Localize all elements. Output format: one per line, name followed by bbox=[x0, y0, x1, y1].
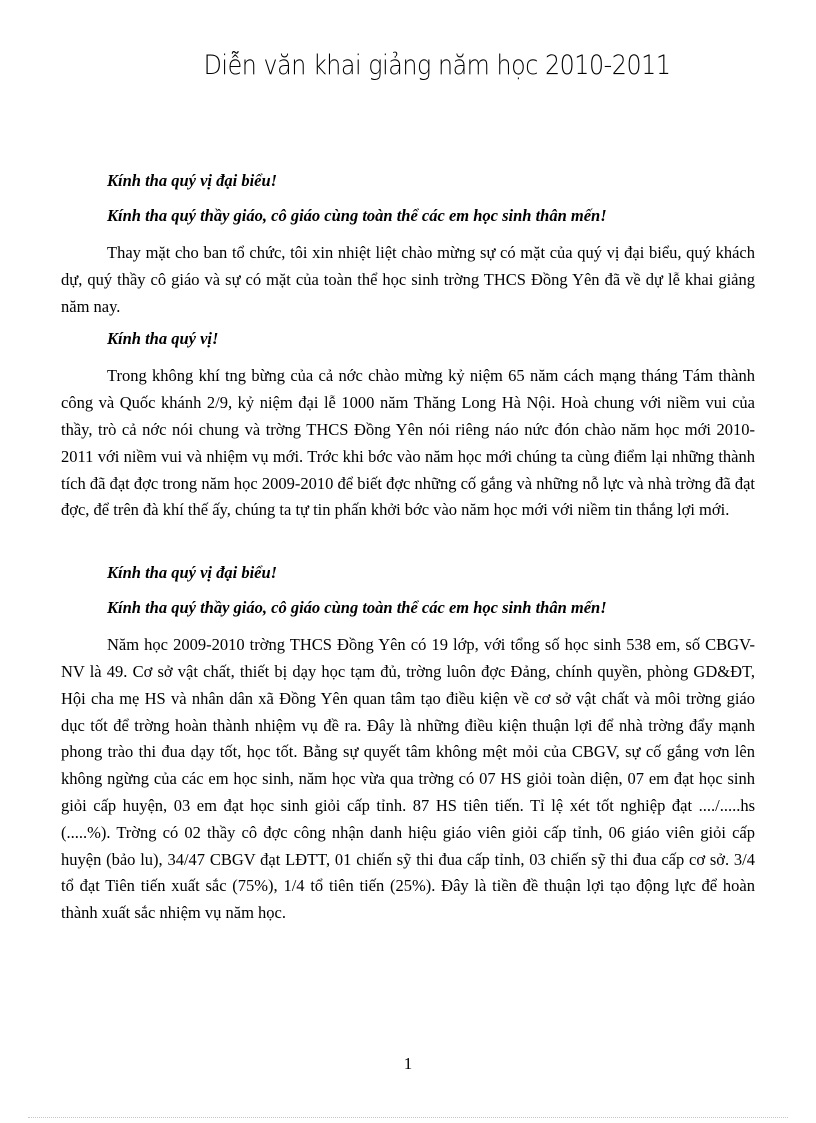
greeting-delegates-2: Kính tha quý vị đại biểu! bbox=[107, 563, 278, 583]
greeting-delegates: Kính tha quý vị đại biểu! bbox=[107, 171, 278, 190]
greeting-teachers-students: Kính tha quý thầy giáo, cô giáo cùng toàn thể các em học sinh thân mến! bbox=[107, 206, 607, 225]
greeting-guests: Kính tha quý vị! bbox=[107, 329, 219, 349]
document-body bbox=[61, 170, 755, 935]
paragraph-achievements: Năm học 2009-2010 trờng THCS Đồng Yên có 19 lớp, với tổng số học sinh 538 em, số CBGV-NV là 49. Cơ sở vật chất, thiết bị dạy học tạm đủ, trờng luôn đợc Đảng, chính quyền, phòng GD&ĐT, Hội cha mẹ HS và nhân dân xã Đồng Yên quan tâm tạo điều kiện về cơ sở vật chất và môi trờng giáo dục tốt để trờng hoàn thành nhiệm vụ đề ra. Đây là những điều kiện thuận lợi để nhà trờng đẩy mạnh phong trào thi đua dạy tốt, học tốt. Bằng sự quyết tâm không mệt mỏi của CBGV, sự cố gắng vơn lên không ngừng của các em học sinh, năm học vừa qua trờng có 07 HS giỏi toàn diện, 07 em đạt học sinh giỏi cấp huyện, 03 em đạt học sinh giỏi cấp tỉnh. 87 HS tiên tiến. Tỉ lệ xét tốt nghiệp đạt ..../.....hs (.....%). Trờng có 02 thầy cô đợc công nhận danh hiệu giáo viên giỏi cấp tỉnh, 06 giáo viên giỏi cấp huyện (bảo lu), 34/47 CBGV đạt LĐTT, 01 chiến sỹ thi đua cấp tỉnh, 03 chiến sỹ thi đua cấp cơ sở. 3/4 tổ đạt Tiên tiến xuất sắc (75%), 1/4 tổ tiên tiến (25%). Đây là tiền đề thuận lợi tạo động lực để hoàn thành xuất sắc nhiệm vụ năm học. bbox=[61, 635, 755, 923]
footer-divider bbox=[28, 1117, 788, 1118]
paragraph-welcome: Thay mặt cho ban tổ chức, tôi xin nhiệt liệt chào mừng sự có mặt của quý vị đại biểu, quý khách dự, quý thầy cô giáo và sự có mặt của toàn thể học sinh trờng THCS Đồng Yên đã về dự lễ khai giảng năm nay. bbox=[61, 243, 755, 316]
greeting-teachers-students-2: Kính tha quý thầy giáo, cô giáo cùng toàn thể các em học sinh thân mến! bbox=[107, 598, 607, 618]
section-gap bbox=[61, 532, 755, 562]
document-title: Diễn văn khai giảng năm học 2010-2011 bbox=[203, 50, 671, 81]
page-number: 1 bbox=[403, 1054, 413, 1073]
paragraph-atmosphere: Trong không khí tng bừng của cả nớc chào mừng kỷ niệm 65 năm cách mạng tháng Tám thành công và Quốc khánh 2/9, kỷ niệm đại lễ 1000 năm Thăng Long Hà Nội. Hoà chung với niềm vui của thầy, trò cả nớc nói chung và trờng THCS Đồng Yên nói riêng náo nức đón chào năm học mới 2010-2011 với niềm vui và nhiệm vụ mới. Trớc khi bớc vào năm học mới chúng ta cùng điểm lại những thành tích đã đạt đợc trong năm học 2009-2010 để biết đợc những cố gắng và những nỗ lực và nhà trờng đã đạt đợc, để trên đà khí thế ấy, chúng ta tự tin phấn khởi bớc vào năm học mới với niềm tin thắng lợi mới. bbox=[61, 366, 755, 520]
